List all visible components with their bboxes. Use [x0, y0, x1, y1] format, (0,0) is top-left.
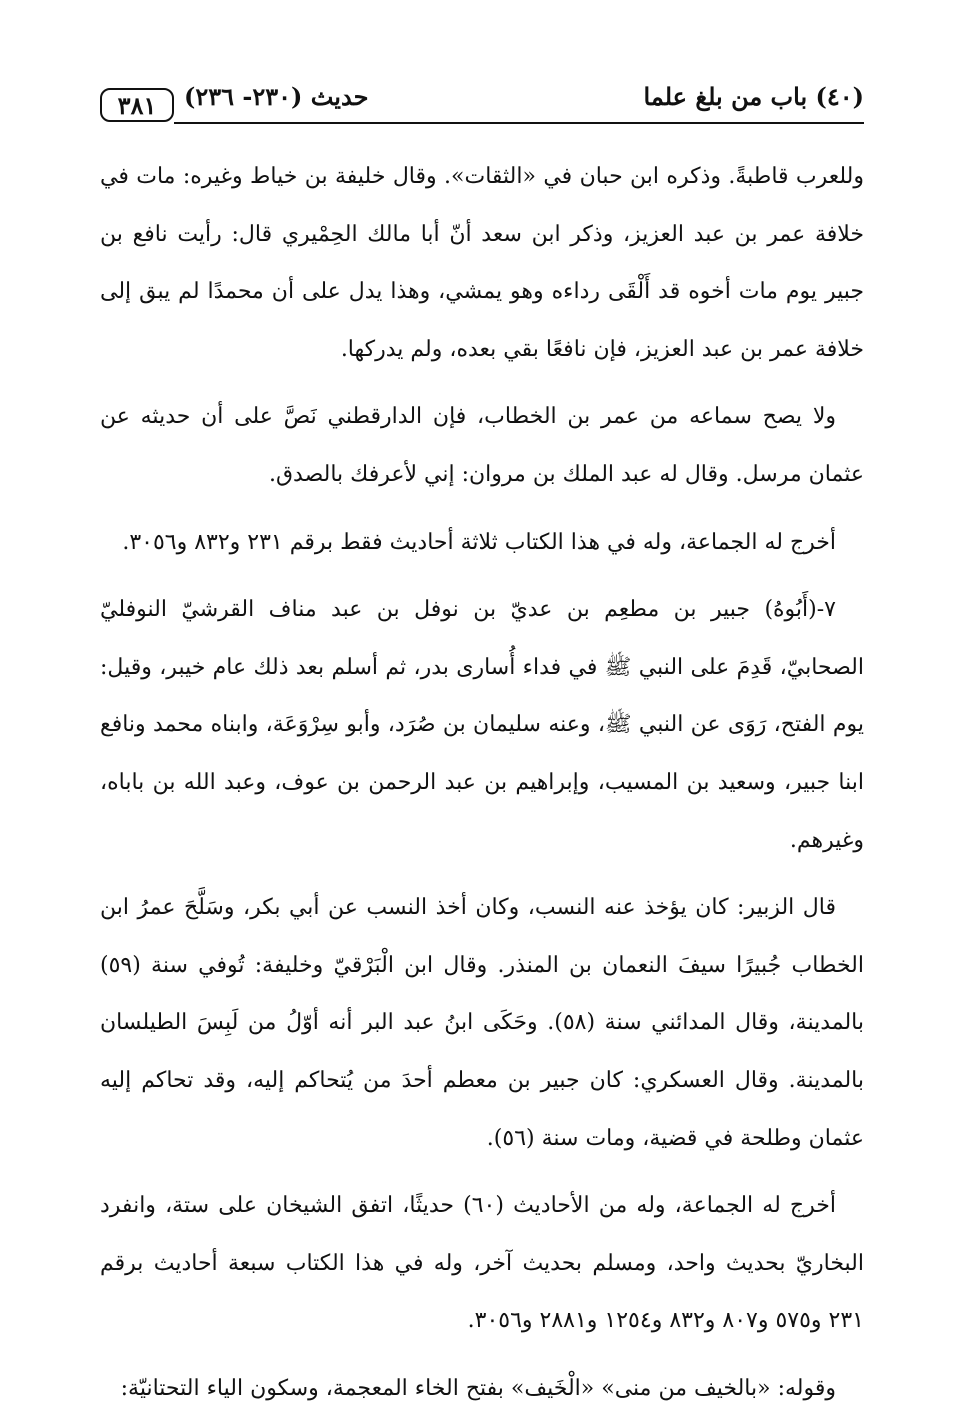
body-text	[100, 148, 864, 1427]
paragraph-3: أخرج له الجماعة، وله في هذا الكتاب ثلاثة أحاديث فقط برقم ٢٣١ و٨٣٢ و٣٠٥٦.	[122, 529, 836, 555]
page-header	[100, 78, 864, 122]
paragraph-6: أخرج له الجماعة، وله من الأحاديث (٦٠) حديثًا، اتفق الشيخان على ستة، وانفرد البخاريّ بحديث واحد، ومسلم بحديث آخر، وله في هذا الكتاب سبعة أحاديث برقم ٢٣١ و٥٧٥ و٨٠٧ و٨٣٢ و١٢٥٤ و٢٨٨١ و٣٠٥٦.	[100, 1193, 864, 1334]
paragraph-4: ٧-(أَبُوهُ) جبير بن مطعِم بن عديّ بن نوفل بن عبد مناف القرشيّ النوفليّ الصحابيّ، قَدِمَ على النبي ﷺ في فداء أُسارى بدر، ثم أسلم بعد ذلك عام خيبر، وقيل: يوم الفتح، رَوَى عن النبي ﷺ، وعنه سليمان بن صُرَد، وأبو سِرْوَعَة، وابناه محمد ونافع ابنا جبير، وسعيد بن المسيب، وإبراهيم بن عبد الرحمن بن عوف، وعبد الله بن باباه، وغيرهم.	[100, 597, 864, 853]
header-rule	[174, 122, 864, 124]
paragraph-5: قال الزبير: كان يؤخذ عنه النسب، وكان أخذ النسب عن أبي بكر، وسَلَّحَ عمرُ ابن الخطاب جُبيرًا سيفَ النعمان بن المنذر. وقال ابن الْبَرْقيّ وخليفة: تُوفي سنة (٥٩) بالمدينة، وقال المدائني سنة (٥٨). وحَكَى ابنُ عبد البر أنه أوّلُ من لَبِسَ الطيلسان بالمدينة. وقال العسكري: كان جبير بن معطم أحدَ من يُتحاكم إليه، وقد تحاكم إليه عثمان وطلحة في قضية، ومات سنة (٥٦).	[100, 895, 865, 1151]
chapter-heading: (٤٠) باب من بلغ علما	[643, 82, 864, 111]
hadith-range-heading: حديث (٢٣٠- ٢٣٦)	[184, 82, 369, 111]
paragraph-7: وقوله: «بالخيف من منى» «الْخَيف» بفتح الخاء المعجمة، وسكون الياء التحتانيّة:	[120, 1375, 836, 1401]
page-number: ٣٨١	[100, 88, 174, 122]
paragraph-2: ولا يصح سماعه من عمر بن الخطاب، فإن الدارقطني نَصَّ على أن حديثه عن عثمان مرسل. وقال له عبد الملك بن مروان: إني لأعرفك بالصدق.	[100, 404, 864, 487]
paragraph-1: وللعرب قاطبةً. وذكره ابن حبان في «الثقات». وقال خليفة بن خياط وغيره: مات في خلافة عمر بن عبد العزيز، وذكر ابن سعد أنّ أبا مالك الحِمْيري قال: رأيت نافع بن جبير يوم مات أخوه قد أَلْقَى رداءه وهو يمشي، وهذا يدل على أن محمدًا لم يبق إلى خلافة عمر بن عبد العزيز، فإن نافعًا بقي بعده، ولم يدركها.	[100, 164, 864, 362]
